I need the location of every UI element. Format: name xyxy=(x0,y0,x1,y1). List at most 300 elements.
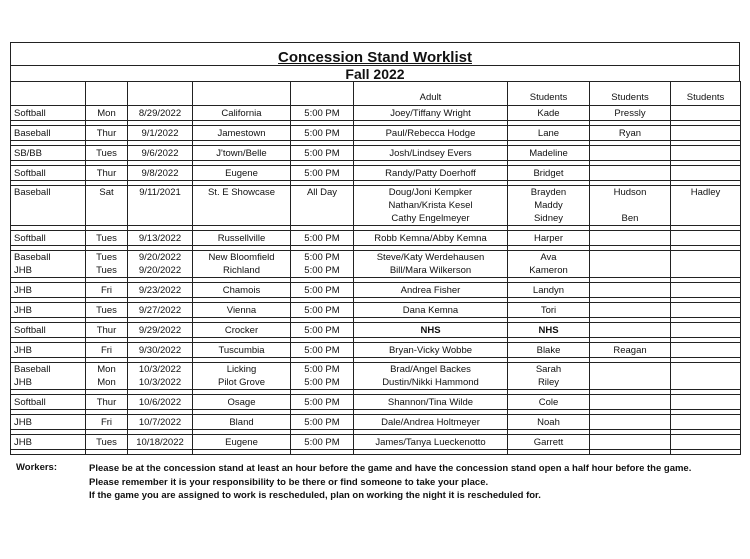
opponent-cell xyxy=(193,435,291,450)
student-cell-line xyxy=(593,199,667,212)
adult-cell xyxy=(354,251,508,278)
opponent-cell-line: Licking xyxy=(226,364,257,375)
adult-cell-line: Andrea Fisher xyxy=(400,284,461,296)
adult-cell xyxy=(354,146,508,161)
time-cell-line: 5:00 PM xyxy=(304,252,340,263)
adult-cell-line: Randy/Patty Doerhoff xyxy=(385,167,476,179)
student-cell-line xyxy=(593,147,667,160)
student-cell xyxy=(671,166,741,181)
time-cell-line xyxy=(294,199,350,212)
day-cell xyxy=(86,251,128,278)
student-cell xyxy=(590,146,671,161)
student-cell xyxy=(671,363,741,390)
opponent-cell xyxy=(193,343,291,358)
table-row xyxy=(11,166,741,181)
student-cell-line: Riley xyxy=(537,377,560,388)
sport-cell-line: JHB xyxy=(14,436,32,448)
date-cell xyxy=(128,435,193,450)
opponent-cell-line: Chamois xyxy=(222,284,261,296)
sport-cell xyxy=(11,283,86,298)
time-cell-line: 5:00 PM xyxy=(304,107,340,119)
time-cell xyxy=(291,435,354,450)
date-cell xyxy=(128,146,193,161)
sport-cell-line: Softball xyxy=(14,324,46,336)
worklist-sheet xyxy=(10,42,740,455)
table-row xyxy=(11,231,741,246)
opponent-cell-line: Pilot Grove xyxy=(218,377,265,388)
adult-cell-line: Josh/Lindsey Evers xyxy=(389,147,472,159)
student-cell-line xyxy=(674,324,737,337)
time-cell-line: 5:00 PM xyxy=(304,127,340,139)
date-cell-line: 9/8/2022 xyxy=(141,167,179,179)
student-cell xyxy=(671,126,741,141)
day-cell xyxy=(86,435,128,450)
student-cell-line xyxy=(674,344,737,357)
opponent-cell xyxy=(193,186,291,226)
day-cell-line: Fri xyxy=(100,344,113,356)
opponent-cell-line: Eugene xyxy=(225,436,258,448)
student-cell xyxy=(671,323,741,338)
student-cell-line xyxy=(674,232,737,245)
date-cell-line: 9/13/2022 xyxy=(138,232,182,244)
student-cell-line: Sarah xyxy=(535,364,562,375)
student-cell-line xyxy=(674,251,737,264)
date-cell-line: 10/7/2022 xyxy=(138,416,182,428)
time-cell xyxy=(291,323,354,338)
instruction-line: Please be at the concession stand at least an hour before the game and have the concession stand open a half hour before the game. xyxy=(89,463,692,474)
sport-cell xyxy=(11,323,86,338)
student-cell xyxy=(671,251,741,278)
student-cell-line: Madeline xyxy=(529,147,568,159)
student-cell xyxy=(590,106,671,121)
date-cell xyxy=(128,303,193,318)
day-cell-line: Thur xyxy=(96,396,117,408)
header-cell xyxy=(193,82,291,106)
student-cell-line: Brayden xyxy=(530,187,567,198)
student-cell-line: Lane xyxy=(537,127,560,139)
adult-cell-line: Shannon/Tina Wilde xyxy=(387,396,474,408)
date-cell-line: 9/11/2021 xyxy=(139,187,181,198)
student-cell xyxy=(508,146,590,161)
student-cell-line xyxy=(674,363,737,376)
student-cell-line xyxy=(674,376,737,389)
student-cell-line xyxy=(593,436,667,449)
student-cell-line xyxy=(674,147,737,160)
sport-cell xyxy=(11,166,86,181)
opponent-cell-line: St. E Showcase xyxy=(207,187,276,198)
student-cell-line xyxy=(674,396,737,409)
header-row xyxy=(11,82,741,106)
sport-cell xyxy=(11,395,86,410)
adult-cell xyxy=(354,395,508,410)
adult-cell xyxy=(354,231,508,246)
time-cell-line: 5:00 PM xyxy=(304,232,340,244)
opponent-cell xyxy=(193,303,291,318)
spacer-cell xyxy=(590,450,671,455)
student-cell-line: Kade xyxy=(537,107,560,119)
day-cell xyxy=(86,146,128,161)
spacer-cell xyxy=(291,450,354,455)
time-cell-line: 5:00 PM xyxy=(304,304,340,316)
student-cell xyxy=(590,166,671,181)
day-cell xyxy=(86,283,128,298)
date-cell xyxy=(128,126,193,141)
student-cell-line xyxy=(593,232,667,245)
sport-cell-line: JHB xyxy=(14,304,32,316)
table-row xyxy=(11,395,741,410)
student-cell xyxy=(671,395,741,410)
student-cell-line xyxy=(674,284,737,297)
adult-cell xyxy=(354,186,508,226)
time-cell-line: 5:00 PM xyxy=(304,324,340,336)
opponent-cell xyxy=(193,231,291,246)
date-cell xyxy=(128,415,193,430)
sport-cell-line: Softball xyxy=(14,107,46,119)
student-cell-line xyxy=(674,304,737,317)
spacer-cell xyxy=(86,450,128,455)
student-cell xyxy=(671,186,741,226)
student-cell xyxy=(508,415,590,430)
opponent-cell-line: Bland xyxy=(229,416,254,428)
header-cell xyxy=(128,82,193,106)
adult-cell-line: Bryan-Vicky Wobbe xyxy=(388,344,473,356)
adult-cell xyxy=(354,126,508,141)
student-cell-line xyxy=(674,212,737,225)
student-cell xyxy=(590,395,671,410)
day-cell-line: Fri xyxy=(100,416,113,428)
student-cell xyxy=(508,323,590,338)
spacer-cell xyxy=(128,450,193,455)
instruction-line: If the game you are assigned to work is rescheduled, plan on working the night it is rescheduled for. xyxy=(89,490,541,501)
date-cell-line xyxy=(131,199,189,212)
date-cell-line xyxy=(131,212,189,225)
date-cell-line: 8/29/2022 xyxy=(138,107,182,119)
student-cell-line: Noah xyxy=(537,416,560,428)
opponent-cell-line: New Bloomfield xyxy=(208,252,275,263)
day-cell-line: Tues xyxy=(96,252,117,263)
adult-cell-line: Brad/Angel Backes xyxy=(390,364,471,375)
opponent-cell-line: Russellville xyxy=(217,232,266,244)
day-cell xyxy=(86,395,128,410)
sport-cell-line xyxy=(14,212,82,225)
day-cell xyxy=(86,343,128,358)
opponent-cell xyxy=(193,283,291,298)
sport-cell-line: JHB xyxy=(14,265,32,276)
sport-cell-line: Baseball xyxy=(14,187,51,198)
student-cell xyxy=(590,186,671,226)
table-row xyxy=(11,363,741,390)
student-cell xyxy=(590,415,671,430)
sport-cell xyxy=(11,303,86,318)
time-cell-line: 5:00 PM xyxy=(304,436,340,448)
day-cell-line xyxy=(89,199,124,212)
student-cell-line: Blake xyxy=(536,344,561,356)
spacer-cell xyxy=(671,450,741,455)
date-cell xyxy=(128,251,193,278)
student-cell-line xyxy=(674,264,737,277)
student-cell xyxy=(590,343,671,358)
adult-cell-line: Paul/Rebecca Hodge xyxy=(385,127,476,139)
spacer-cell xyxy=(193,450,291,455)
day-cell-line: Thur xyxy=(96,324,117,336)
student-cell-line xyxy=(674,167,737,180)
day-cell xyxy=(86,126,128,141)
adult-cell-line: Nathan/Krista Kesel xyxy=(388,200,473,211)
student-cell xyxy=(671,415,741,430)
date-cell-line: 10/3/2022 xyxy=(138,377,182,388)
row-spacer xyxy=(11,450,741,455)
student-cell-line xyxy=(674,127,737,140)
date-cell xyxy=(128,106,193,121)
student-cell-line xyxy=(593,376,667,389)
student-cell-line xyxy=(593,304,667,317)
day-cell xyxy=(86,415,128,430)
time-cell xyxy=(291,146,354,161)
student-cell xyxy=(590,231,671,246)
header-cell xyxy=(11,82,86,106)
day-cell-line: Thur xyxy=(96,127,117,139)
time-cell-line: 5:00 PM xyxy=(304,377,340,388)
student-cell-line: Reagan xyxy=(613,344,647,356)
day-cell-line: Tues xyxy=(96,265,117,276)
date-cell xyxy=(128,283,193,298)
adult-cell-line: Doug/Joni Kempker xyxy=(388,187,473,198)
spacer-cell xyxy=(508,450,590,455)
adult-cell xyxy=(354,283,508,298)
opponent-cell-line: California xyxy=(221,107,262,119)
student-cell xyxy=(508,186,590,226)
date-cell xyxy=(128,186,193,226)
student-cell-line xyxy=(593,416,667,429)
day-cell-line: Tues xyxy=(96,232,117,244)
time-cell xyxy=(291,231,354,246)
header-cell xyxy=(86,82,128,106)
title-box xyxy=(10,42,740,81)
opponent-cell-line: Richland xyxy=(223,265,260,276)
adult-cell-line: Dana Kemna xyxy=(402,304,459,316)
opponent-cell-line: Tuscumbia xyxy=(218,344,265,356)
opponent-cell-line: Jamestown xyxy=(217,127,266,139)
table-row xyxy=(11,435,741,450)
date-cell-line: 10/3/2022 xyxy=(138,364,182,375)
student-cell xyxy=(508,231,590,246)
student-cell xyxy=(671,435,741,450)
day-cell-line: Mon xyxy=(97,364,116,375)
time-cell xyxy=(291,126,354,141)
student-cell xyxy=(508,126,590,141)
opponent-cell-line: Osage xyxy=(227,396,256,408)
adult-cell xyxy=(354,435,508,450)
adult-cell xyxy=(354,166,508,181)
sport-cell xyxy=(11,146,86,161)
student-cell-line: Harper xyxy=(533,232,564,244)
adult-cell-line: Cathy Engelmeyer xyxy=(391,213,470,224)
time-cell xyxy=(291,166,354,181)
student-cell-line: Maddy xyxy=(534,200,563,211)
time-cell xyxy=(291,251,354,278)
adult-cell xyxy=(354,343,508,358)
sport-cell xyxy=(11,343,86,358)
adult-cell xyxy=(354,363,508,390)
time-cell xyxy=(291,343,354,358)
student-cell xyxy=(508,363,590,390)
opponent-cell-line: Eugene xyxy=(225,167,258,179)
sport-cell-line: Softball xyxy=(14,167,46,179)
date-cell-line: 9/20/2022 xyxy=(138,265,182,276)
date-cell xyxy=(128,343,193,358)
day-cell-line: Mon xyxy=(97,377,116,388)
student-cell xyxy=(671,343,741,358)
student-cell xyxy=(671,146,741,161)
student-cell-line xyxy=(674,199,737,212)
time-cell xyxy=(291,395,354,410)
student-cell xyxy=(508,166,590,181)
header-students-2: Students xyxy=(590,82,671,106)
student-cell-line xyxy=(593,167,667,180)
time-cell xyxy=(291,186,354,226)
day-cell xyxy=(86,186,128,226)
adult-cell xyxy=(354,106,508,121)
date-cell-line: 9/27/2022 xyxy=(138,304,182,316)
student-cell xyxy=(671,231,741,246)
student-cell-line xyxy=(593,264,667,277)
table-row xyxy=(11,186,741,226)
opponent-cell-line xyxy=(196,199,287,212)
student-cell xyxy=(590,126,671,141)
sport-cell-line: SB/BB xyxy=(14,147,42,159)
opponent-cell-line: Vienna xyxy=(226,304,257,316)
sport-cell xyxy=(11,363,86,390)
student-cell xyxy=(590,303,671,318)
date-cell xyxy=(128,323,193,338)
student-cell-line: Landyn xyxy=(532,284,565,296)
time-cell-line: 5:00 PM xyxy=(304,167,340,179)
time-cell-line xyxy=(294,212,350,225)
opponent-cell xyxy=(193,363,291,390)
date-cell-line: 9/30/2022 xyxy=(138,344,182,356)
sport-cell-line: Baseball xyxy=(14,364,51,375)
student-cell xyxy=(590,435,671,450)
time-cell-line: 5:00 PM xyxy=(304,416,340,428)
student-cell-line: Ava xyxy=(540,252,557,263)
workers-label: Workers: xyxy=(16,462,58,473)
table-row xyxy=(11,126,741,141)
student-cell-line: Hudson xyxy=(613,187,647,198)
table-row xyxy=(11,106,741,121)
adult-cell xyxy=(354,323,508,338)
day-cell xyxy=(86,303,128,318)
table-row xyxy=(11,415,741,430)
sport-cell-line: JHB xyxy=(14,416,32,428)
table-row xyxy=(11,303,741,318)
student-cell xyxy=(590,323,671,338)
opponent-cell xyxy=(193,146,291,161)
time-cell xyxy=(291,283,354,298)
student-cell xyxy=(671,106,741,121)
adult-cell-line: Steve/Katy Werdehausen xyxy=(376,252,485,263)
time-cell-line: All Day xyxy=(306,187,338,198)
student-cell-line: Kameron xyxy=(529,265,568,276)
date-cell xyxy=(128,166,193,181)
header-students-3: Students xyxy=(671,82,741,106)
date-cell-line: 9/20/2022 xyxy=(138,252,182,263)
date-cell-line: 10/6/2022 xyxy=(138,396,182,408)
table-row xyxy=(11,323,741,338)
student-cell-line: Hadley xyxy=(690,187,721,198)
day-cell-line: Tues xyxy=(96,436,117,448)
table-row xyxy=(11,343,741,358)
student-cell-line: Ryan xyxy=(618,127,642,139)
adult-cell-line: Robb Kemna/Abby Kemna xyxy=(374,232,487,244)
sport-cell-line: Softball xyxy=(14,232,46,244)
day-cell-line: Fri xyxy=(100,284,113,296)
time-cell-line: 5:00 PM xyxy=(304,147,340,159)
workers-instructions xyxy=(89,462,691,503)
student-cell xyxy=(590,363,671,390)
date-cell-line: 9/1/2022 xyxy=(141,127,179,139)
time-cell xyxy=(291,363,354,390)
student-cell xyxy=(508,343,590,358)
time-cell xyxy=(291,415,354,430)
day-cell-line xyxy=(89,212,124,225)
student-cell-line xyxy=(593,363,667,376)
header-students-1: Students xyxy=(508,82,590,106)
adult-cell-line: NHS xyxy=(420,324,441,336)
sport-cell-line xyxy=(14,199,82,212)
sport-cell xyxy=(11,126,86,141)
table-row xyxy=(11,283,741,298)
adult-cell-line: James/Tanya Lueckenotto xyxy=(375,436,486,448)
day-cell xyxy=(86,231,128,246)
student-cell-line: Sidney xyxy=(533,213,564,224)
opponent-cell xyxy=(193,106,291,121)
day-cell xyxy=(86,323,128,338)
opponent-cell xyxy=(193,251,291,278)
adult-cell-line: Joey/Tiffany Wright xyxy=(390,107,471,119)
opponent-cell-line: Crocker xyxy=(224,324,259,336)
adult-cell-line: Bill/Mara Wilkerson xyxy=(389,265,472,276)
worklist-table xyxy=(10,81,741,455)
header-adult: Adult xyxy=(354,82,508,106)
day-cell xyxy=(86,106,128,121)
sport-cell xyxy=(11,435,86,450)
opponent-cell xyxy=(193,415,291,430)
opponent-cell xyxy=(193,126,291,141)
student-cell-line: Bridget xyxy=(533,167,564,179)
date-cell xyxy=(128,395,193,410)
student-cell xyxy=(508,283,590,298)
sport-cell xyxy=(11,106,86,121)
student-cell xyxy=(508,106,590,121)
day-cell xyxy=(86,363,128,390)
page-title: Concession Stand Worklist xyxy=(278,49,472,66)
date-cell-line: 9/23/2022 xyxy=(138,284,182,296)
student-cell-line: Tori xyxy=(540,304,557,316)
date-cell xyxy=(128,363,193,390)
sport-cell-line: Softball xyxy=(14,396,46,408)
student-cell xyxy=(508,303,590,318)
student-cell xyxy=(671,303,741,318)
student-cell xyxy=(590,251,671,278)
adult-cell xyxy=(354,303,508,318)
sport-cell xyxy=(11,231,86,246)
student-cell-line: Garrett xyxy=(533,436,564,448)
date-cell-line: 9/6/2022 xyxy=(141,147,179,159)
date-cell xyxy=(128,231,193,246)
adult-cell-line: Dale/Andrea Holtmeyer xyxy=(381,416,480,428)
table-row xyxy=(11,146,741,161)
student-cell-line: Ben xyxy=(621,213,639,224)
